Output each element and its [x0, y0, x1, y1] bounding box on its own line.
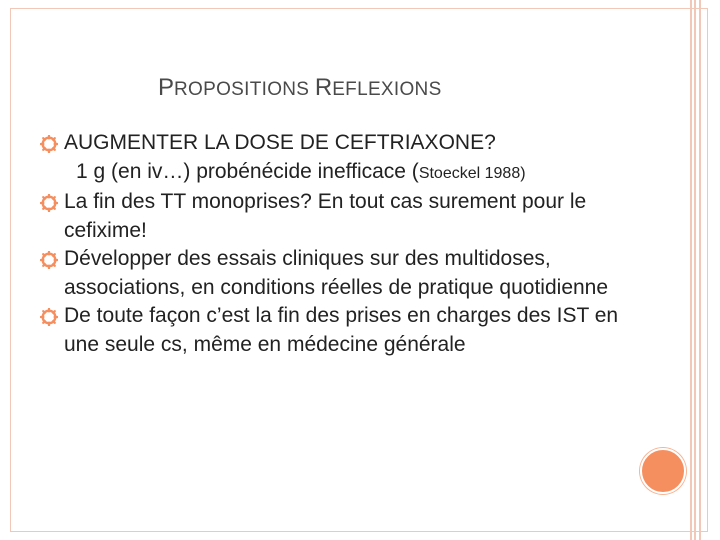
bullet-text: La fin des TT monoprises? En tout cas surement pour le cefixime!	[64, 190, 587, 242]
title-rest-part1: ROPOSITIONS	[174, 79, 315, 100]
slide-title	[158, 76, 442, 100]
bullet-list	[40, 129, 640, 359]
bullet-text: AUGMENTER LA DOSE DE CEFTRIAXONE?	[64, 131, 496, 154]
bullet-text: Développer des essais cliniques sur des multidoses, associations, en conditions réelles de pratique quotidienne	[64, 247, 609, 299]
gear-icon	[40, 133, 58, 151]
bullet-text: De toute façon c’est la fin des prises en charges des IST en une seule cs, même en médecine générale	[64, 304, 619, 356]
title-first-letter: P	[158, 74, 175, 101]
subline-reference: Stoeckel 1988)	[418, 164, 526, 182]
decorative-rail-right	[699, 0, 701, 540]
bullet-item	[40, 188, 640, 245]
gear-icon	[40, 249, 58, 267]
decorative-rail-left	[690, 0, 692, 540]
subline-text: 1 g (en iv…) probénécide inefficace (	[76, 159, 419, 183]
bullet-subline	[40, 158, 640, 189]
decorative-orange-circle	[640, 448, 686, 494]
gear-icon	[40, 306, 58, 324]
title-second-word-first: R	[314, 74, 333, 101]
title-rest-part2: EFLEXIONS	[332, 79, 442, 100]
bullet-item	[40, 302, 640, 359]
gear-icon	[40, 192, 58, 210]
bullet-item	[40, 245, 640, 302]
decorative-rail-middle	[694, 0, 696, 540]
bullet-item	[40, 129, 640, 158]
